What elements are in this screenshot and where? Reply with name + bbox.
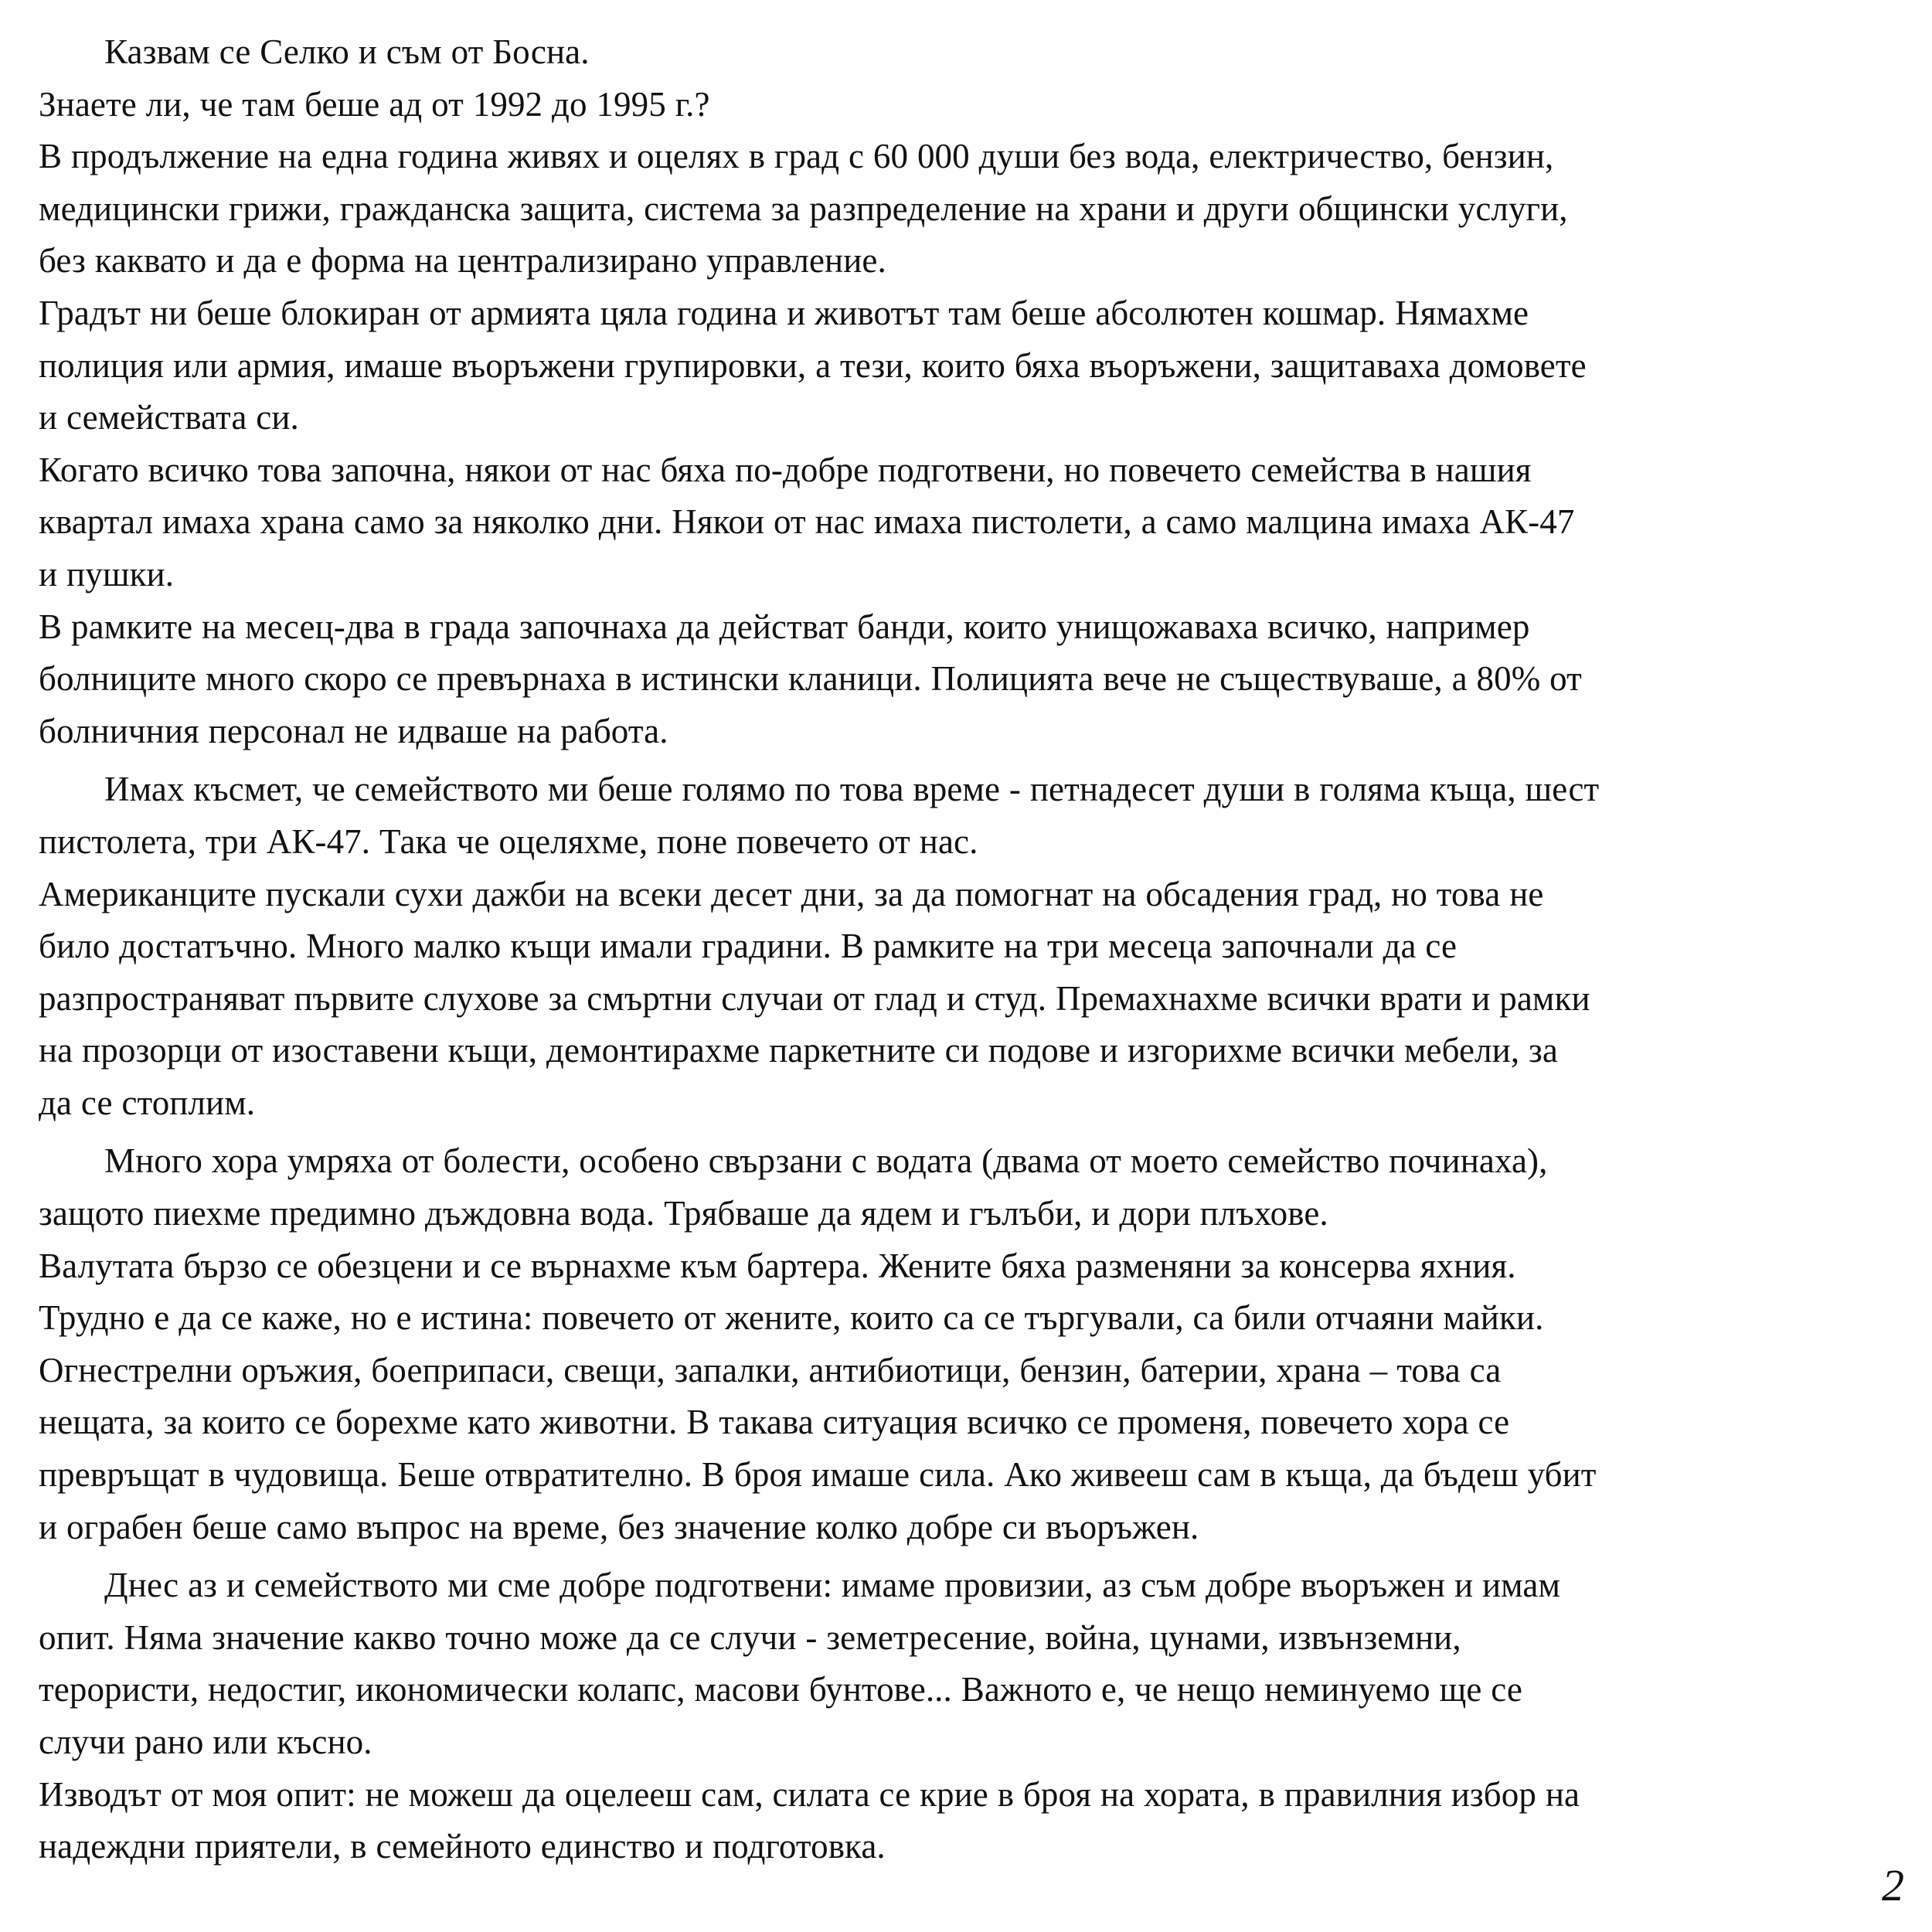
text-line: превръщат в чудовища. Беше отвратително. В броя имаше сила. Ако живееш сам в къща, да бъдеш убит	[39, 1455, 1597, 1495]
text-line: и семействата си.	[39, 398, 299, 437]
paragraph-3	[39, 1135, 1909, 1553]
text-line: Имах късмет, че семейството ми беше голямо по това време - петнадесет души в голяма къща, шест	[104, 770, 1600, 809]
text-line: Днес аз и семейството ми сме добре подготвени: имаме провизии, аз съм добре въоръжен и имам	[104, 1566, 1561, 1605]
text-line: Американците пускали сухи дажби на всеки десет дни, за да помогнат на обсадения град, но това не	[39, 874, 1544, 913]
text-line: В рамките на месец-два в града започнаха да действат банди, които унищожаваха всичко, например	[39, 607, 1530, 646]
text-line: Огнестрелни оръжия, боеприпаси, свещи, запалки, антибиотици, бензин, батерии, храна – това са	[39, 1350, 1502, 1389]
text-line: надеждни приятели, в семейното единство и подготовка.	[39, 1827, 886, 1866]
text-line: и пушки.	[39, 554, 175, 594]
text-line: на прозорци от изоставени къщи, демонтирахме паркетните си подове и изгорихме всички мебели, за	[39, 1031, 1558, 1070]
text-line: медицински грижи, гражданска защита, система за разпределение на храни и други общински услуги,	[39, 189, 1568, 228]
text-line: опит. Няма значение какво точно може да се случи - земетресение, война, цунами, извънземни,	[39, 1617, 1461, 1657]
text-line: разпространяват първите слухове за смъртни случаи от глад и студ. Премахнахме всички врати и рамки	[39, 978, 1590, 1018]
text-line: терористи, недостиг, икономически колапс, масови бунтове... Важното е, че нещо неминуемо ще се	[39, 1670, 1522, 1709]
text-line: В продължение на една година живях и оцелях в град с 60 000 души без вода, електричество, бензин,	[39, 137, 1554, 176]
text-line: квартал имаха храна само за няколко дни. Някои от нас имаха пистолети, а само малцина имаха АК-47	[39, 502, 1575, 542]
text-line: болниците много скоро се превърнаха в истински кланици. Полицията вече не съществуваше, а 80% от	[39, 659, 1582, 699]
text-line: било достатъчно. Много малко къщи имали градини. В рамките на три месеца започнали да се	[39, 927, 1458, 966]
paragraph-4	[39, 1560, 1909, 1873]
text-line: Когато всичко това започна, някои от нас бяха по-добре подготвени, но повечето семейства в нашия	[39, 450, 1532, 489]
text-line: полиция или армия, имаше въоръжени групировки, а тези, които бяха въоръжени, защитаваха домовете	[39, 345, 1587, 385]
text-line: болничния персонал не идваше на работа.	[39, 711, 668, 750]
paragraph-2	[39, 764, 1909, 1129]
text-line: случи рано или късно.	[39, 1723, 372, 1761]
text-line: Трудно е да се каже, но е истина: повечето от жените, които са се търгували, са били отчаяни майки.	[39, 1298, 1544, 1338]
text-line: и ограбен беше само въпрос на време, без значение колко добре си въоръжен.	[39, 1507, 1199, 1546]
text-line: без каквато и да е форма на централизирано управление.	[39, 241, 886, 281]
text-line: Изводът от моя опит: не можеш да оцелееш сам, силата се крие в броя на хората, в правилния избор на	[39, 1774, 1580, 1814]
text-line: пистолета, три АК-47. Така че оцеляхме, поне повечето от нас.	[39, 821, 978, 861]
paragraph-1	[39, 26, 1909, 757]
text-line: Валутата бързо се обезцени и се върнахме към бартера. Жените бяха разменяни за консерва яхния.	[39, 1246, 1516, 1285]
text-line: Казвам се Селко и съм от Босна.	[104, 32, 590, 71]
page-number: 2	[1882, 1860, 1904, 1910]
text-line: защото пиехме предимно дъждовна вода. Трябваше да ядем и гълъби, и дори плъхове.	[39, 1194, 1328, 1233]
body-text	[39, 26, 1909, 1873]
text-line: Градът ни беше блокиран от армията цяла година и животът там беше абсолютен кошмар. Нямахме	[39, 293, 1529, 332]
text-line: нещата, за които се борехме като животни. В такава ситуация всичко се променя, повечето хора се	[39, 1403, 1510, 1442]
text-line: да се стоплим.	[39, 1083, 256, 1122]
text-line: Знаете ли, че там беше ад от 1992 до 1995 г.?	[39, 84, 710, 124]
text-line: Много хора умряха от болести, особено свързани с водата (двама от моето семейство починаха),	[104, 1141, 1548, 1181]
